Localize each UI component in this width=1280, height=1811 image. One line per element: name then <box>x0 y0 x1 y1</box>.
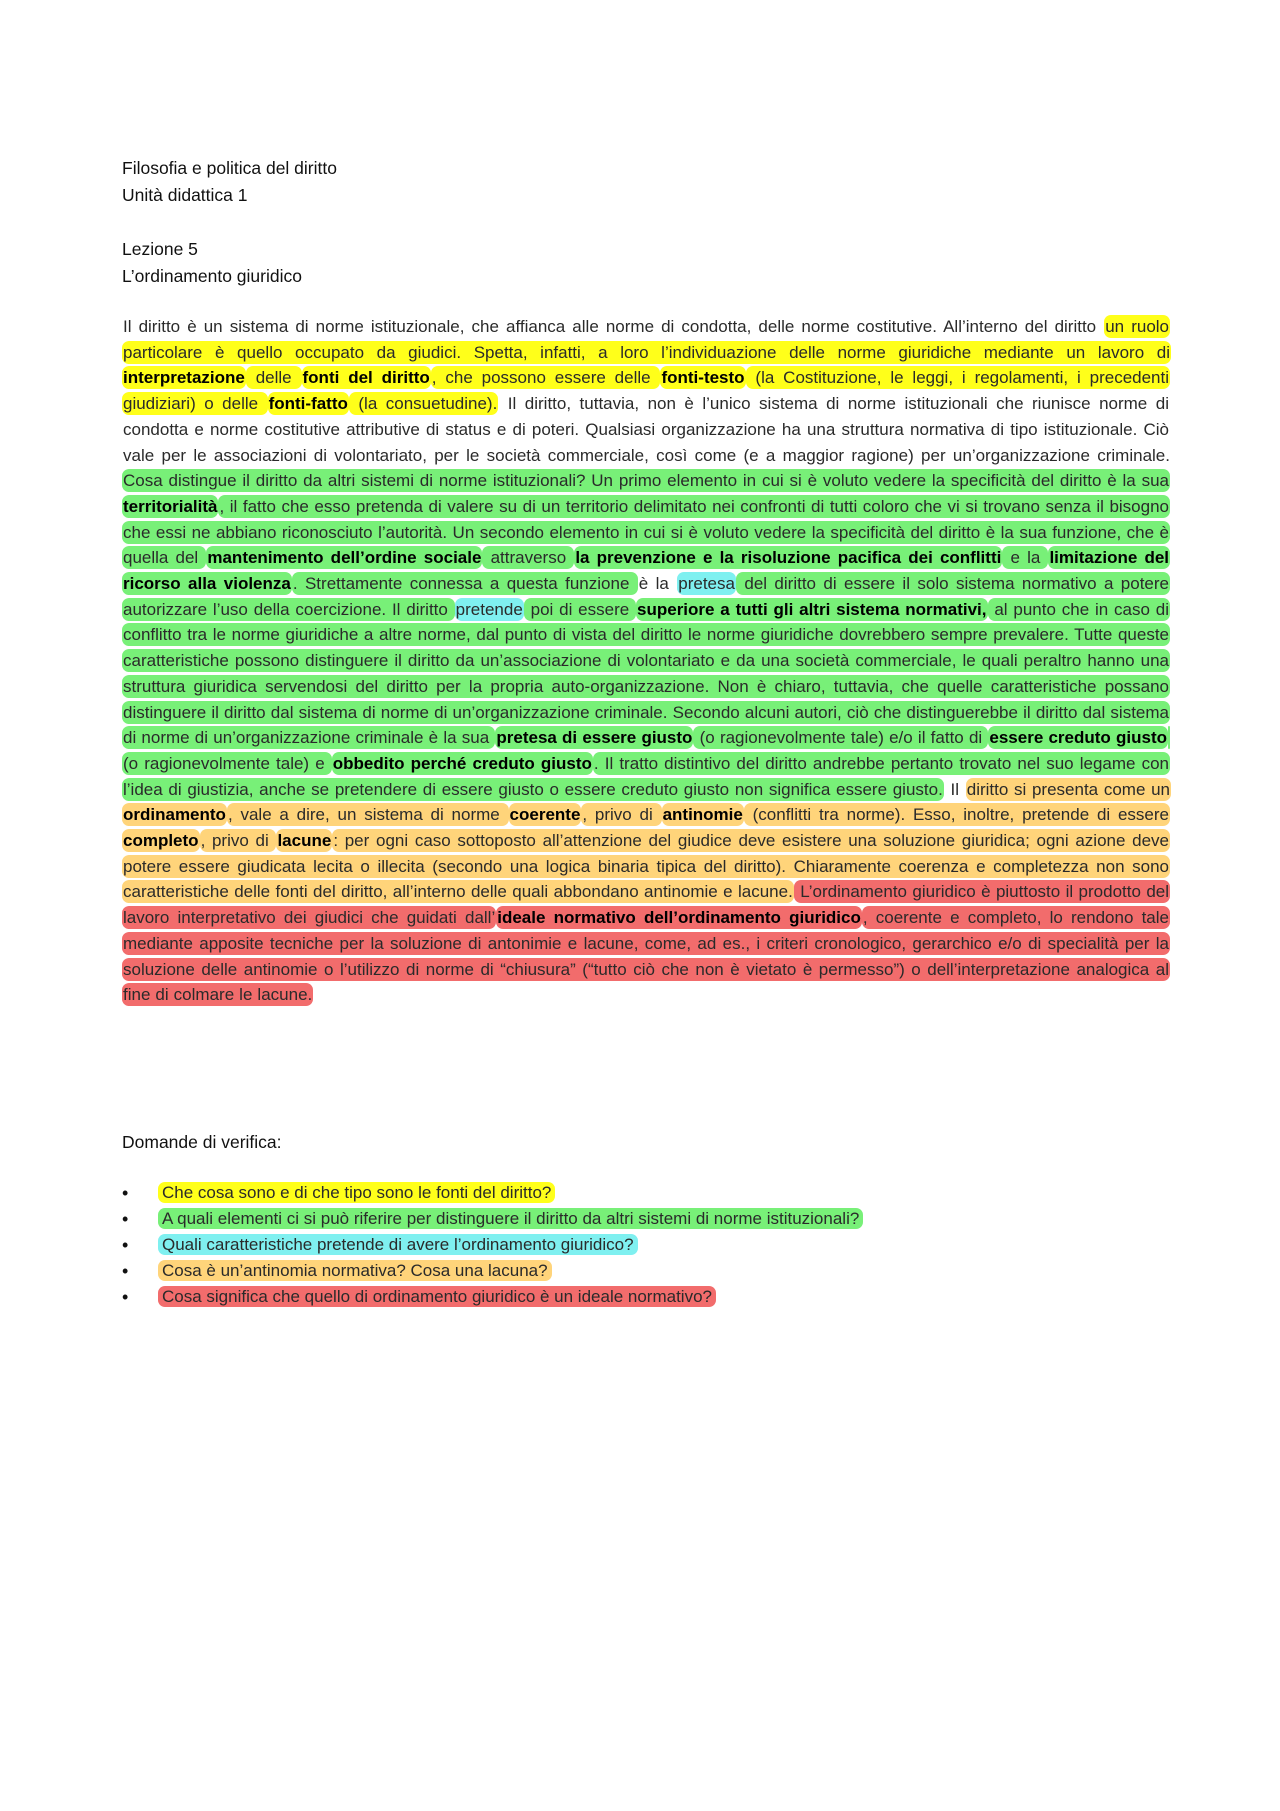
bold-term: obbedito perché creduto giusto <box>332 753 592 773</box>
bold-term: interpretazione <box>123 368 245 388</box>
bold-term: pretesa di essere giusto <box>496 728 693 748</box>
text-run: , il fatto che esso pretenda di valere su di un territorio delimitato nei confronti di tutti coloro che vi si trovano senza il bisogno che essi ne abbiano riconosciuto l’autorità. Un secondo elemento in cui si è voluto vedere la specificità del diritto è la sua funzione, che è quella del <box>123 496 1169 568</box>
question-text: A quali elementi ci si può riferire per distinguere il diritto da altri sistemi di norme istituzionali? <box>158 1208 863 1229</box>
bold-term: fonti-testo <box>661 368 745 388</box>
bold-term: ideale normativo dell’ordinamento giuridico <box>497 908 861 928</box>
questions-list <box>122 1180 863 1310</box>
text-run: un ruolo particolare è quello occupato da giudici. Spetta, infatti, a loro l’individuazione delle norme giuridiche mediante un lavoro di <box>123 317 1170 362</box>
bullet-icon: • <box>122 1183 129 1203</box>
text-run: diritto si presenta come un <box>966 779 1171 799</box>
text-run: e la <box>1003 548 1048 568</box>
bold-term: territorialità <box>123 496 218 516</box>
text-run: (conflitti tra norme). Esso, inoltre, pretende di essere <box>744 805 1169 825</box>
question-item <box>122 1180 863 1206</box>
text-run: (la consuetudine). <box>349 394 498 414</box>
text-run: attraverso <box>483 548 574 568</box>
bold-term: fonti-fatto <box>268 394 348 414</box>
question-text: Che cosa sono e di che tipo sono le fonti del diritto? <box>158 1182 555 1203</box>
text-run: Il diritto, tuttavia, non è l’unico sistema di norme istituzionali che riunisce norme di condotta e norme costitutive attributive di status e di poteri. Qualsiasi organizzazione ha una struttura normativa di tipo istituzionale. Ciò vale per le associazioni di volontariato, per le società commerciale, così come (e a maggior ragione) per un’organizzazione criminale. <box>123 394 1170 465</box>
text-run: , privo di <box>200 831 276 851</box>
bold-term: coerente <box>509 805 581 825</box>
bold-term: ordinamento <box>123 805 226 825</box>
lesson-title: L’ordinamento giuridico <box>122 266 302 286</box>
text-run: L’ordinamento giuridico è piuttosto il prodotto del lavoro interpretativo dei giudici che guidati dall’ <box>123 882 1170 928</box>
question-item <box>122 1258 863 1284</box>
bullet-icon: • <box>122 1287 129 1307</box>
text-run: pretesa <box>678 574 735 594</box>
text-run: (o ragionevolmente tale) e/o il fatto di <box>694 728 988 748</box>
text-run: . Il tratto distintivo del diritto andrebbe pertanto trovato nel suo legame con l’idea di giustizia, anche se pretendere di essere giusto o essere creduto giusto non significa essere giusto. <box>123 753 1169 799</box>
text-run: , privo di <box>582 805 661 825</box>
text-run: pretende <box>455 599 523 619</box>
bullet-icon: • <box>122 1235 129 1255</box>
text-run: (o ragionevolmente tale) e <box>122 726 1170 775</box>
question-item <box>122 1232 863 1258</box>
bold-term: la prevenzione e la risoluzione pacifica dei conflitti <box>575 548 1002 568</box>
text-run: Il diritto è un sistema di norme istituzionale, che affianca alle norme di condotta, delle norme costitutive. All’interno del diritto <box>123 317 1104 336</box>
text-run: delle <box>246 368 301 388</box>
bold-term: limitazione del ricorso alla violenza <box>123 548 1170 594</box>
text-run: , che possono essere delle <box>431 368 660 388</box>
text-run: Cosa distingue il diritto da altri sistemi di norme istituzionali? Un primo elemento in cui si è voluto vedere la specificità del diritto è la sua <box>123 471 1169 491</box>
question-item <box>122 1206 863 1232</box>
text-run: . Strettamente connessa a questa funzione <box>292 574 637 594</box>
text-run: , vale a dire, un sistema di norme <box>227 805 508 825</box>
questions-heading: Domande di verifica: <box>122 1132 282 1152</box>
bullet-icon: • <box>122 1209 129 1229</box>
text-run: è la <box>638 574 677 594</box>
text-run: : per ogni caso sottoposto all’attenzione del giudice deve esistere una soluzione giuridica; ogni azione deve potere essere giudicata lecita o illecita (secondo una logica binaria tipica del diritto). Chiaramente coerenza e completezza non sono caratteristiche delle fonti del diritto, all’interno delle quali abbondano antinomie e lacune. <box>123 831 1170 902</box>
text-run: Il <box>944 779 965 799</box>
text-run: poi di essere <box>524 599 636 619</box>
lesson-body-paragraph <box>122 314 1170 1008</box>
question-text: Cosa è un’antinomia normativa? Cosa una lacuna? <box>158 1260 552 1281</box>
question-text: Cosa significa che quello di ordinamento giuridico è un ideale normativo? <box>158 1286 716 1307</box>
bold-term: fonti del diritto <box>302 368 430 388</box>
bullet-icon: • <box>122 1261 129 1281</box>
unit-title: Unità didattica 1 <box>122 185 248 205</box>
bold-term: completo <box>123 831 199 851</box>
bold-term: superiore a tutti gli altri sistema normativi, <box>637 599 987 619</box>
question-text: Quali caratteristiche pretende di avere l’ordinamento giuridico? <box>158 1234 638 1255</box>
text-run: al punto che in caso di conflitto tra le norme giuridiche a altre norme, dal punto di vista del diritto le norme giuridiche dovrebbero sempre prevalere. Tutte queste caratteristiche possono distinguere il diritto da un’associazione di volontariato e da una società commerciale, le quali peraltro hanno una struttura giuridica servendosi del diritto per la propria auto-organizzazione. Non è chiaro, tuttavia, che quelle caratteristiche possano distinguere il diritto dal sistema di norme di un’organizzazione criminale. Secondo alcuni autori, ciò che distinguerebbe il diritto dal sistema di norme di un’organizzazione criminale è la sua <box>123 599 1169 748</box>
question-item <box>122 1284 863 1310</box>
course-title: Filosofia e politica del diritto <box>122 158 337 178</box>
bold-term: mantenimento dell’ordine sociale <box>207 548 482 568</box>
lesson-number: Lezione 5 <box>122 239 198 259</box>
bold-term: lacune <box>277 831 332 851</box>
bold-term: antinomie <box>662 805 743 825</box>
text-run: del diritto di essere il solo sistema normativo a potere autorizzare l’uso della coercizione. Il diritto <box>123 574 1169 619</box>
text-run: (la Costituzione, le leggi, i regolamenti, i precedenti giudiziari) o delle <box>123 368 1170 414</box>
bold-term: essere creduto giusto <box>989 728 1168 748</box>
text-run: , coerente e completo, lo rendono tale mediante apposite tecniche per la soluzione di antonimie e lacune, come, ad es., i criteri cronologico, gerarchico e/o di specialità per la soluzione delle antinomie o l’utilizzo di norme di “chiusura” (“tutto ciò che non è vietato è permesso”) o dell’interpretazione analogica al fine di colmare le lacune. <box>123 908 1169 1005</box>
